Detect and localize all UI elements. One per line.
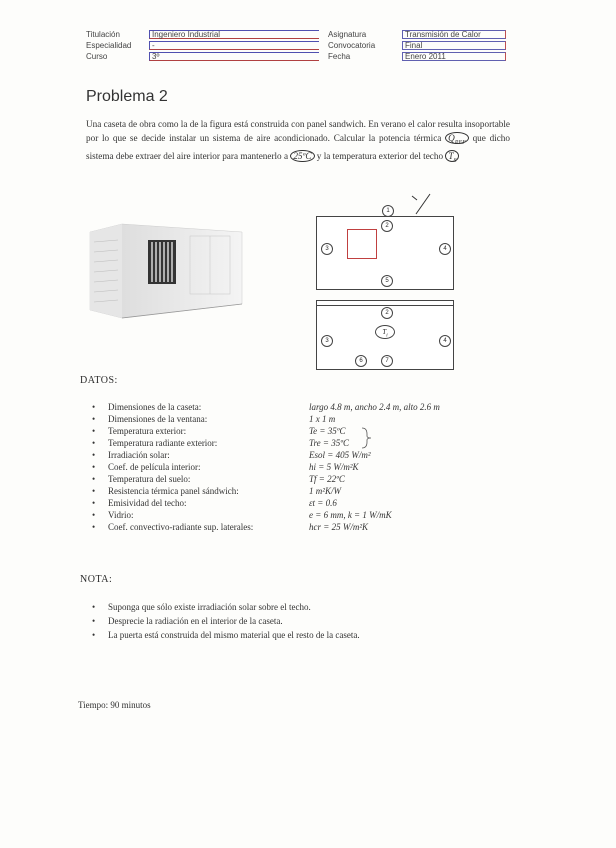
section-view-diagram — [316, 300, 454, 370]
label-4: 4 — [439, 243, 451, 255]
datos-row: • Temperatura del suelo: Tf = 22ºC — [92, 474, 345, 484]
statement-part-2: que dicho sistema debe extraer del aire interior para mantenerlo a — [86, 132, 510, 161]
label-2: 2 — [381, 220, 393, 232]
datos-row: • Coef. de película interior: hi = 5 W/m²K — [92, 462, 359, 472]
label-7: 7 — [381, 355, 393, 367]
tiempo: Tiempo: 90 minutos — [78, 700, 151, 710]
header-right — [328, 30, 518, 70]
especialidad-label: Especialidad — [86, 41, 132, 50]
nota-item: • Suponga que sólo existe irradiación solar sobre el techo. — [92, 602, 311, 612]
especialidad-value: - — [149, 41, 319, 50]
temp-brace — [360, 426, 374, 450]
header-left — [86, 30, 326, 70]
fecha-label: Fecha — [328, 52, 351, 61]
datos-row: • Temperatura exterior: Te = 35ºC — [92, 426, 346, 436]
problem-statement — [86, 118, 510, 168]
datos-row: • Temperatura radiante exterior: Tre = 35ºC — [92, 438, 350, 448]
plan-view-diagram — [316, 216, 454, 290]
label-1: 1 — [382, 205, 394, 217]
datos-row: • Coef. convectivo-radiante sup. laterales: hcr = 25 W/m²K — [92, 522, 369, 532]
curso-value: 3º — [149, 52, 319, 61]
window-square — [347, 229, 377, 259]
titulacion-label: Titulación — [86, 30, 120, 39]
datos-row: • Dimensiones de la caseta: largo 4.8 m, ancho 2.4 m, alto 2.6 m — [92, 402, 440, 412]
sun-arrow — [406, 192, 436, 218]
datos-row: • Irradiación solar: Esol = 405 W/m² — [92, 450, 371, 460]
asignatura-value: Transmisión de Calor — [402, 30, 506, 39]
datos-row: • Resistencia térmica panel sándwich: 1 m²K/W — [92, 486, 341, 496]
datos-row: • Dimensiones de la ventana: 1 x 1 m — [92, 414, 336, 424]
titulacion-value: Ingeniero Industrial — [149, 30, 319, 39]
nota-item: • La puerta está construida del mismo material que el resto de la caseta. — [92, 630, 360, 640]
label-sec-3: 3 — [321, 335, 333, 347]
datos-row: • Vidrio: e = 6 mm, k = 1 W/mK — [92, 510, 392, 520]
problem-title: Problema 2 — [86, 88, 168, 105]
nota-title: NOTA: — [80, 574, 113, 585]
t-s-symbol: $T_S$ — [445, 150, 459, 162]
label-6: 6 — [355, 355, 367, 367]
fecha-value: Enero 2011 — [402, 52, 506, 61]
temp-setpoint: 25ºC — [290, 150, 314, 162]
statement-part-3: y la temperatura exterior del techo — [316, 150, 444, 161]
convocatoria-label: Convocatoria — [328, 41, 376, 50]
label-6-top: 2 — [381, 307, 393, 319]
caseta-photo — [82, 222, 252, 322]
curso-label: Curso — [86, 52, 108, 61]
datos-title: DATOS: — [80, 375, 118, 386]
label-3: 3 — [321, 243, 333, 255]
label-5: 5 — [381, 275, 393, 287]
convocatoria-value: Final — [402, 41, 506, 50]
ti-label: $T_i$ — [375, 325, 395, 339]
asignatura-label: Asignatura — [328, 30, 367, 39]
q-ref-symbol: $Q_{REF}$ — [445, 132, 469, 144]
statement-part-1: Una caseta de obra como la de la figura está construida con panel sandwich. En verano el calor resulta insoportable por lo que se decide instalar un sistema de aire acondicionado. Calcular la potencia térmica — [86, 119, 510, 143]
nota-item: • Desprecie la radiación en el interior de la caseta. — [92, 616, 283, 626]
label-sec-4: 4 — [439, 335, 451, 347]
datos-row: • Emisividad del techo: εt = 0.6 — [92, 498, 337, 508]
